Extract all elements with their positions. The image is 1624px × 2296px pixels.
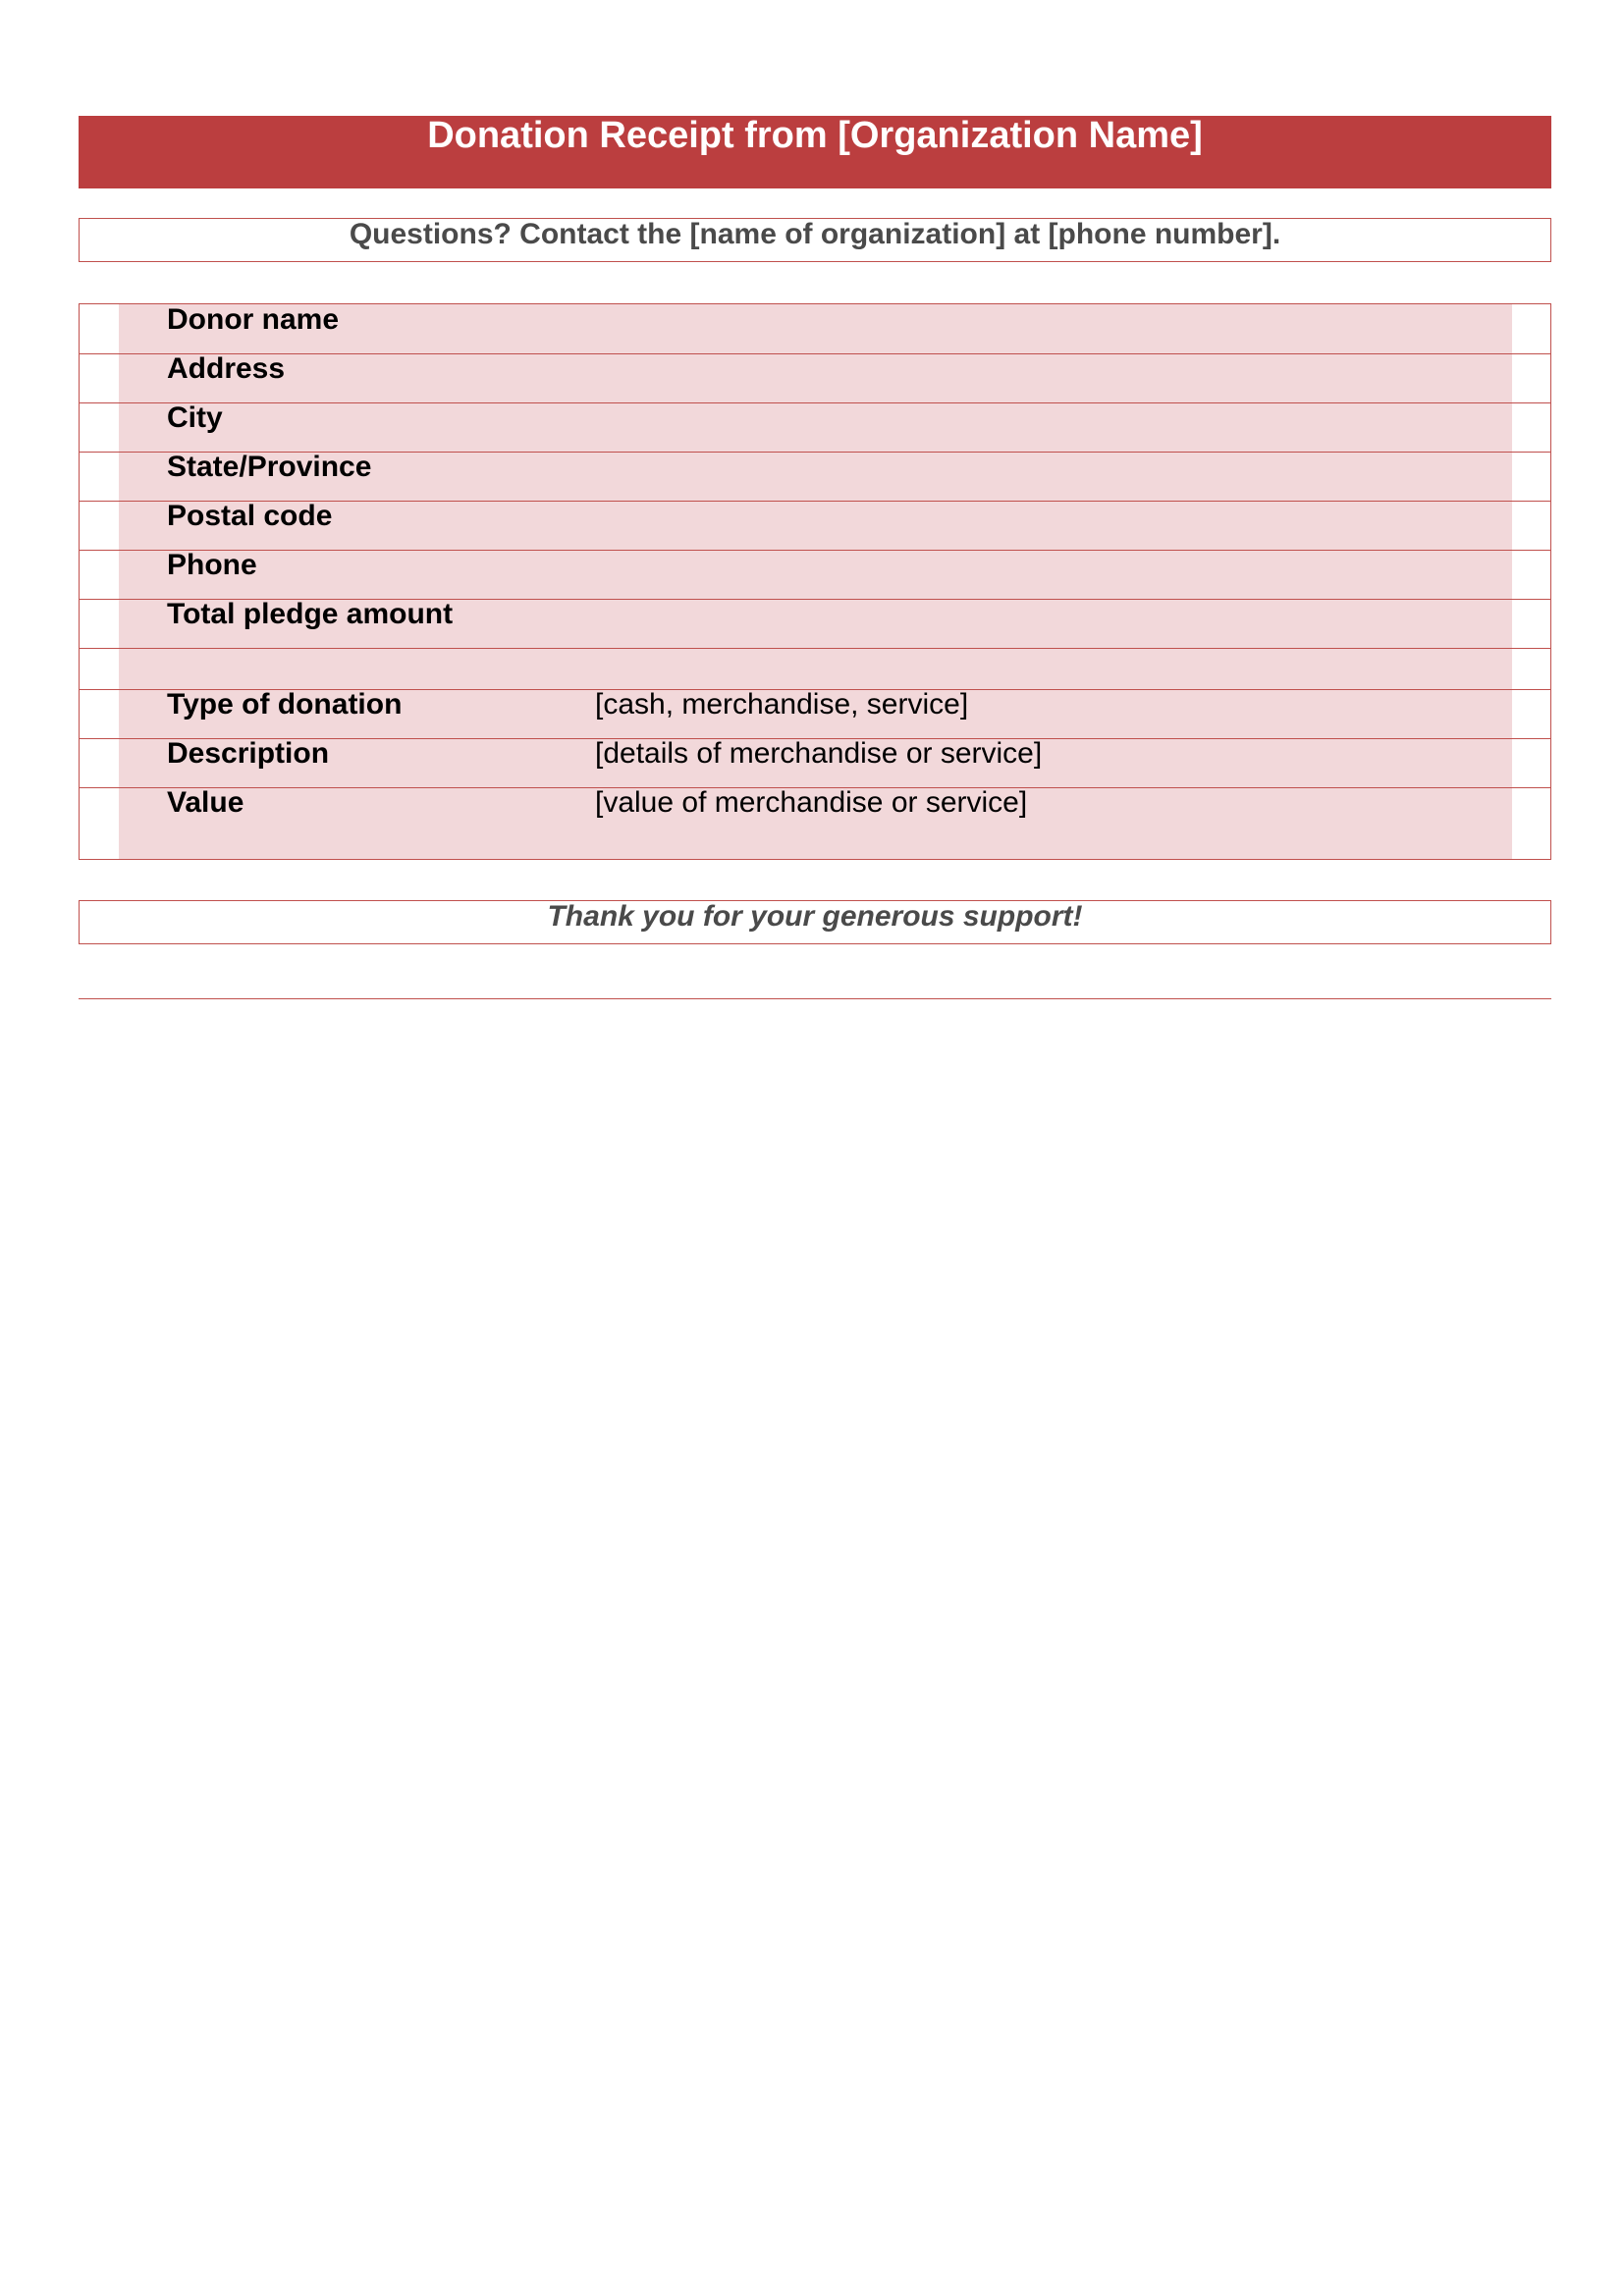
total-pledge-label: Total pledge amount	[167, 598, 454, 630]
row-divider	[80, 648, 1550, 649]
postal-code-label: Postal code	[167, 500, 333, 532]
contact-info: Questions? Contact the [name of organization] at [phone number].	[79, 218, 1551, 262]
page-title: Donation Receipt from [Organization Name]	[427, 115, 1203, 156]
state-province-label: State/Province	[167, 451, 372, 483]
city-label: City	[167, 401, 223, 434]
value-value[interactable]: [value of merchandise or service]	[595, 786, 1028, 819]
phone-label: Phone	[167, 549, 257, 581]
donation-type-label: Type of donation	[167, 688, 403, 721]
row-divider	[80, 353, 1550, 354]
thank-you-message: Thank you for your generous support!	[79, 900, 1551, 944]
donor-name-label: Donor name	[167, 303, 340, 336]
form-fill-band	[119, 304, 1512, 859]
address-label: Address	[167, 352, 286, 385]
donor-form-table	[79, 303, 1551, 860]
description-value[interactable]: [details of merchandise or service]	[595, 737, 1043, 770]
description-label: Description	[167, 737, 330, 770]
value-label: Value	[167, 786, 244, 819]
row-divider	[80, 402, 1550, 403]
receipt-title-bar	[79, 116, 1551, 188]
row-divider	[80, 550, 1550, 551]
bottom-divider	[79, 998, 1551, 999]
donation-type-value[interactable]: [cash, merchandise, service]	[595, 688, 969, 721]
